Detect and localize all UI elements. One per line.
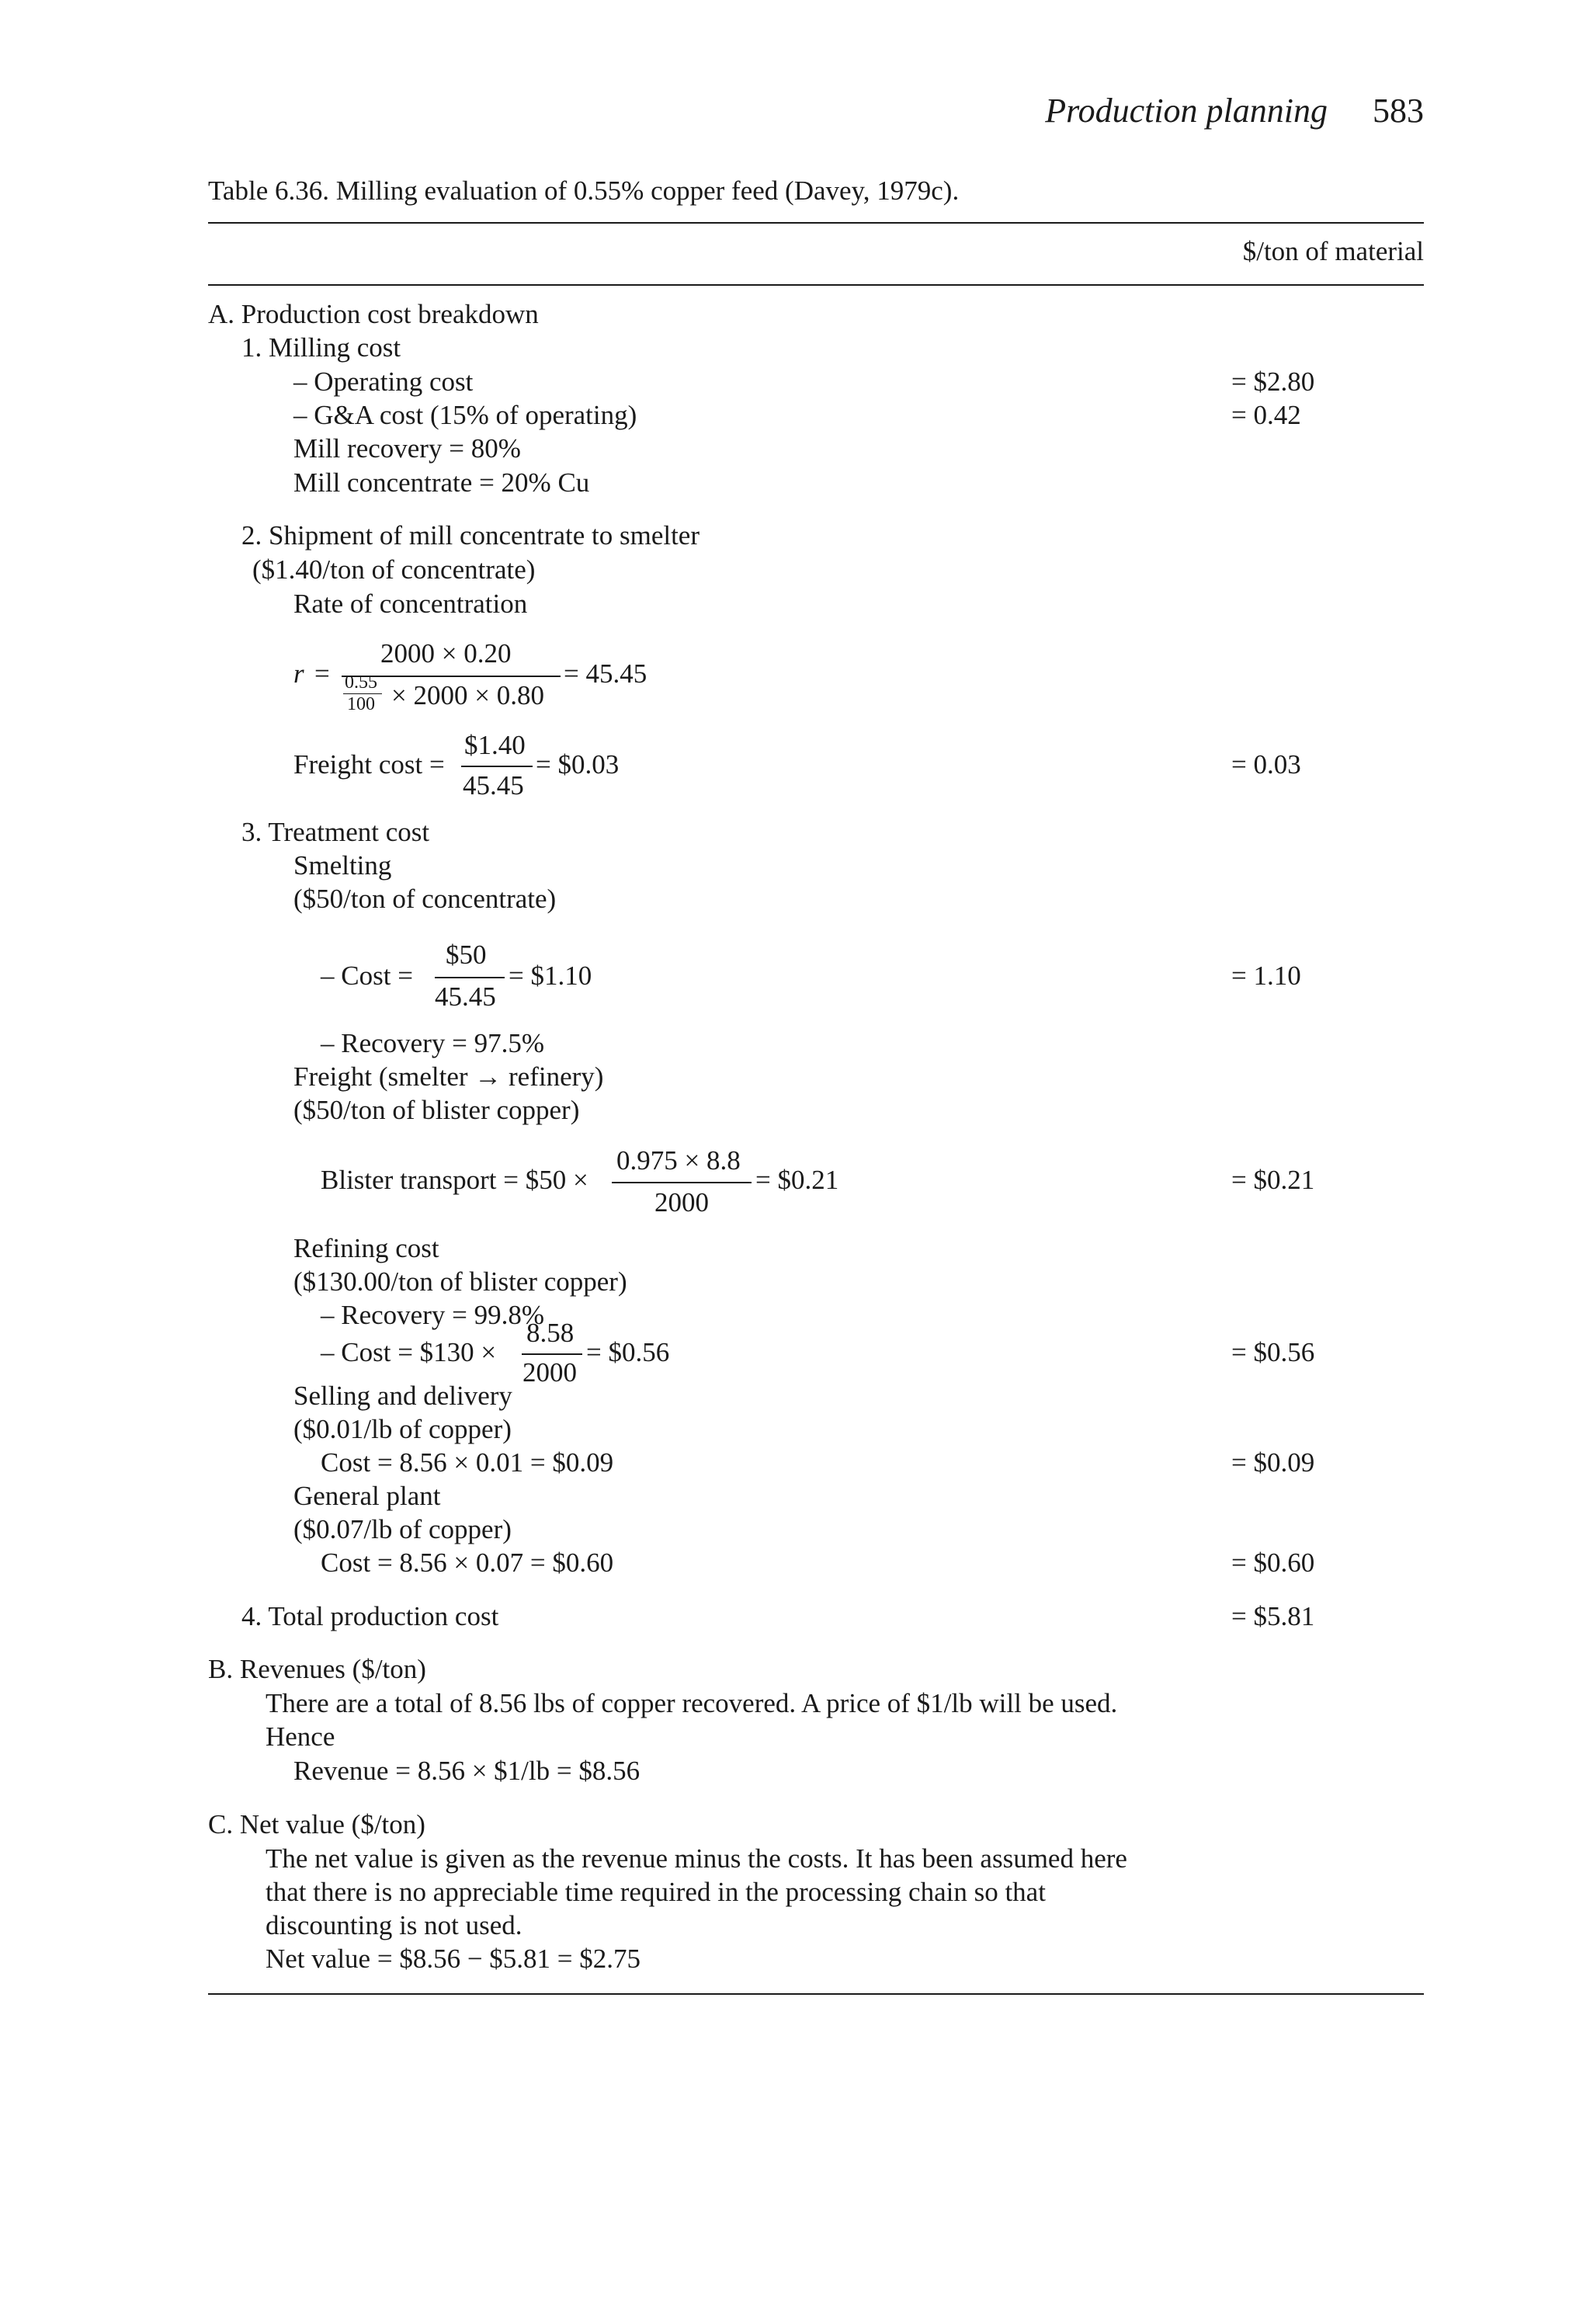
freight-cost-value: = 0.03: [1231, 749, 1301, 780]
ga-cost-label: – G&A cost (15% of operating): [293, 400, 637, 430]
revenue-text-line1: There are a total of 8.56 lbs of copper recovered. A price of $1/lb will be used.: [266, 1688, 1118, 1718]
header-rule: [208, 284, 1424, 286]
ga-cost-value: = 0.42: [1231, 400, 1301, 430]
blister-value: = $0.21: [1231, 1165, 1315, 1195]
selling-heading: Selling and delivery: [293, 1381, 512, 1411]
rate-label: Rate of concentration: [293, 589, 528, 619]
item3-title: 3. Treatment cost: [241, 817, 430, 847]
refining-result: = $0.56: [586, 1337, 670, 1367]
refining-denominator: 2000: [522, 1357, 577, 1388]
blister-fraction-bar: [612, 1182, 752, 1183]
section-b-title: B. Revenues ($/ton): [208, 1654, 426, 1684]
general-heading: General plant: [293, 1481, 441, 1511]
shipment-rate: ($1.40/ton of concentrate): [252, 554, 536, 585]
freight-heading: Freight (smelter → refinery): [293, 1061, 604, 1092]
general-value: = $0.60: [1231, 1548, 1315, 1578]
selling-rate: ($0.01/lb of copper): [293, 1414, 512, 1444]
freight-cost-label: Freight cost =: [293, 749, 445, 780]
refining-numerator: 8.58: [526, 1318, 575, 1348]
smelting-recovery: – Recovery = 97.5%: [321, 1028, 544, 1058]
blister-denominator: 2000: [654, 1187, 709, 1218]
smelting-result: = $1.10: [509, 961, 592, 991]
freight-numerator: $1.40: [464, 730, 526, 760]
general-cost: Cost = 8.56 × 0.07 = $0.60: [321, 1548, 614, 1578]
freight-fraction-bar: [461, 766, 533, 767]
net-value-text-line1: The net value is given as the revenue minus the costs. It has been assumed here: [266, 1843, 1127, 1874]
net-value-text-line3: discounting is not used.: [266, 1910, 522, 1940]
operating-cost-value: = $2.80: [1231, 366, 1315, 397]
refining-cost-label: – Cost = $130 ×: [321, 1337, 497, 1367]
running-title: Production planning: [1045, 92, 1328, 130]
freight-denominator: 45.45: [463, 770, 524, 801]
refining-heading: Refining cost: [293, 1233, 439, 1263]
refining-rate: ($130.00/ton of blister copper): [293, 1266, 627, 1297]
blister-label: Blister transport = $50 ×: [321, 1165, 588, 1195]
selling-value: = $0.09: [1231, 1447, 1315, 1478]
mill-recovery: Mill recovery = 80%: [293, 433, 521, 464]
r-denominator: × 2000 × 0.80: [391, 680, 544, 710]
section-c-title: C. Net value ($/ton): [208, 1809, 425, 1839]
section-a-title: A. Production cost breakdown: [208, 299, 539, 329]
smelting-rate: ($50/ton of concentrate): [293, 884, 557, 914]
smelting-cost-value: = 1.10: [1231, 961, 1301, 991]
total-cost-value: = $5.81: [1231, 1601, 1315, 1631]
refining-recovery: – Recovery = 99.8%: [321, 1300, 544, 1330]
smelting-cost-label: – Cost =: [321, 961, 413, 991]
column-header: $/ton of material: [1242, 236, 1424, 266]
revenue-equation: Revenue = 8.56 × $1/lb = $8.56: [293, 1756, 641, 1786]
blister-result: = $0.21: [755, 1165, 839, 1195]
blister-numerator: 0.975 × 8.8: [616, 1145, 741, 1176]
table-caption: Table 6.36. Milling evaluation of 0.55% copper feed (Davey, 1979c).: [208, 175, 960, 206]
item4-title: 4. Total production cost: [241, 1601, 499, 1631]
r-result: = 45.45: [564, 658, 647, 689]
item2-title: 2. Shipment of mill concentrate to smelter: [241, 520, 700, 551]
r-small-denominator: 100: [347, 694, 375, 714]
r-numerator: 2000 × 0.20: [380, 638, 512, 669]
freight-result: = $0.03: [536, 749, 620, 780]
page-number: 583: [1373, 92, 1424, 130]
item1-title: 1. Milling cost: [241, 332, 401, 363]
operating-cost-label: – Operating cost: [293, 366, 474, 397]
running-header: [1045, 92, 1424, 130]
r-equals: =: [314, 658, 330, 689]
r-variable: r: [293, 658, 304, 689]
mill-concentrate: Mill concentrate = 20% Cu: [293, 467, 590, 498]
bottom-rule: [208, 1993, 1424, 1995]
refining-fraction-bar: [522, 1353, 582, 1355]
revenue-text-line2: Hence: [266, 1721, 335, 1752]
net-value-equation: Net value = $8.56 − $5.81 = $2.75: [266, 1944, 641, 1974]
net-value-text-line2: that there is no appreciable time required in the processing chain so that: [266, 1877, 1046, 1907]
smelting-heading: Smelting: [293, 850, 392, 881]
smelting-numerator: $50: [446, 940, 487, 970]
freight-rate: ($50/ton of blister copper): [293, 1095, 580, 1125]
r-small-numerator: 0.55: [345, 672, 377, 693]
smelting-fraction-bar: [435, 977, 505, 978]
refining-cost-value: = $0.56: [1231, 1337, 1315, 1367]
selling-cost: Cost = 8.56 × 0.01 = $0.09: [321, 1447, 614, 1478]
smelting-denominator: 45.45: [435, 981, 496, 1012]
general-rate: ($0.07/lb of copper): [293, 1514, 512, 1544]
top-rule: [208, 222, 1424, 224]
